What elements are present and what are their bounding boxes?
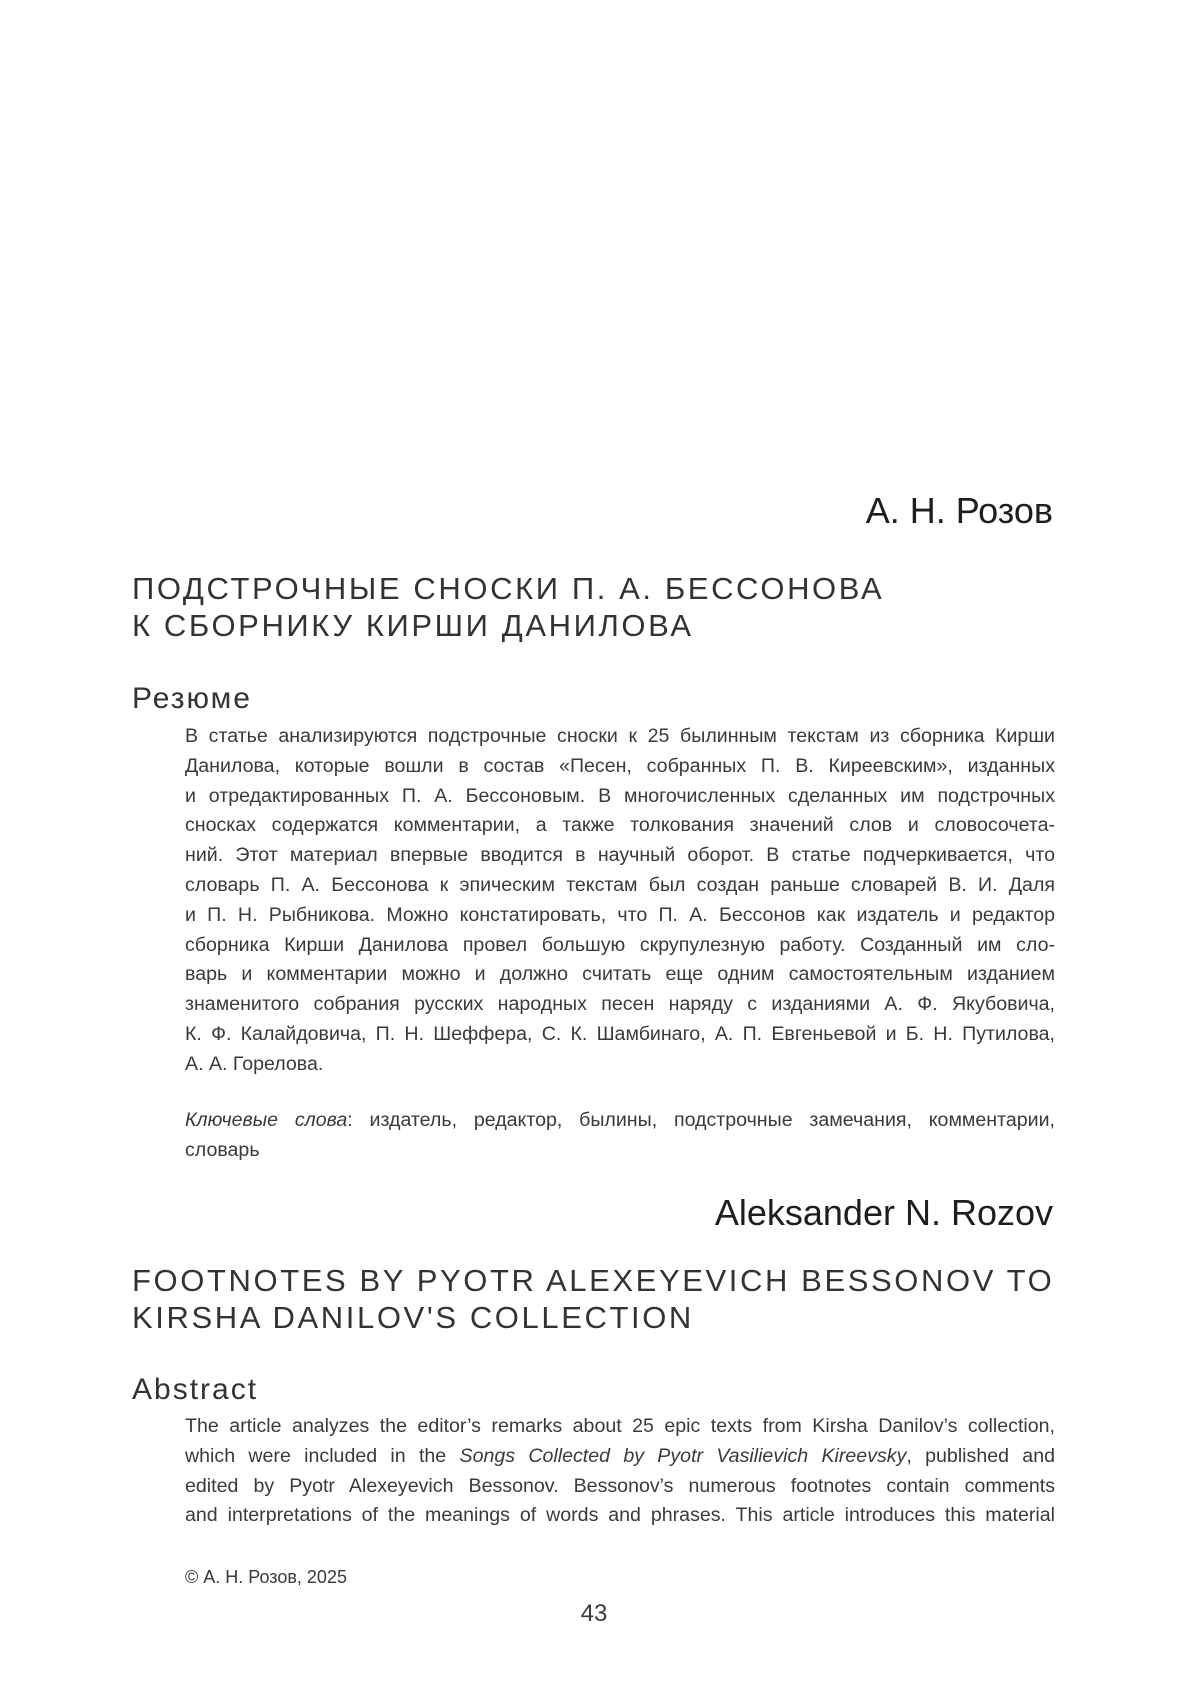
- title-line: FOOTNOTES BY PYOTR ALEXEYEVICH BESSONOV TO: [132, 1263, 1055, 1298]
- abstract-line: и П. Н. Рыбникова. Можно констатировать, что П. А. Бессонов как издатель и редактор: [185, 903, 1055, 926]
- abstract-text: , published and: [906, 1444, 1055, 1467]
- abstract-line: знаменитого собрания русских народных песен наряду с изданиями А. Ф. Якубовича,: [185, 993, 1055, 1016]
- abstract-heading-ru: Резюме: [132, 682, 252, 715]
- abstract-line: сборника Кирши Данилова провел большую скрупулезную работу. Созданный им сло-: [185, 933, 1055, 956]
- keywords-list: : издатель, редактор, былины, подстрочные замечания, комментарии,: [347, 1109, 1055, 1131]
- abstract-line: сносках содержатся комментарии, а также толкования значений слов и словосочета-: [185, 814, 1055, 837]
- abstract-line: The article analyzes the editor’s remarks about 25 epic texts from Kirsha Danilov’s collection,: [185, 1415, 1055, 1437]
- author-name-en: Aleksander N. Rozov: [714, 1192, 1053, 1233]
- abstract-line: ний. Этот материал впервые вводится в научный оборот. В статье подчеркивается, что: [185, 844, 1055, 867]
- title-line: К СБОРНИКУ КИРШИ ДАНИЛОВА: [132, 608, 694, 643]
- abstract-text: which were included in the: [185, 1444, 460, 1467]
- article-title-ru: [132, 570, 1072, 644]
- abstract-body-en: [185, 1412, 1055, 1531]
- keywords-ru: [185, 1106, 1055, 1166]
- abstract-heading-en: Abstract: [132, 1373, 259, 1406]
- keywords-list-cont: словарь: [185, 1138, 260, 1161]
- abstract-body-ru: [185, 722, 1055, 1080]
- abstract-line: варь и комментарии можно и должно считать еще одним самостоятельным изданием: [185, 963, 1055, 986]
- copyright-notice: © А. Н. Розов, 2025: [185, 1567, 347, 1587]
- page-number: 43: [580, 1600, 608, 1627]
- abstract-line: и отредактированных П. А. Бессоновым. В многочисленных сделанных им подстрочных: [185, 784, 1055, 807]
- book-title: Songs Collected by Pyotr Vasilievich Kireevsky: [459, 1444, 907, 1467]
- abstract-line: К. Ф. Калайдовича, П. Н. Шеффера, С. К. Шамбинаго, А. П. Евгеньевой и Б. Н. Путилова,: [185, 1022, 1055, 1045]
- title-line: KIRSHA DANILOV'S COLLECTION: [132, 1300, 694, 1335]
- abstract-line: А. А. Горелова.: [185, 1052, 324, 1075]
- keywords-label: Ключевые слова: [185, 1109, 348, 1131]
- abstract-line: В статье анализируются подстрочные сноски к 25 былинным текстам из сборника Кирши: [185, 725, 1055, 747]
- abstract-line: словарь П. А. Бессонова к эпическим текстам был создан раньше словарей В. И. Даля: [185, 873, 1055, 896]
- abstract-line: edited by Pyotr Alexeyevich Bessonov. Bessonov’s numerous footnotes contain comments: [185, 1474, 1055, 1497]
- abstract-line: and interpretations of the meanings of words and phrases. This article introduces this material: [185, 1504, 1055, 1527]
- article-title-en: [132, 1262, 1072, 1336]
- author-name-ru: А. Н. Розов: [865, 490, 1053, 531]
- abstract-line: [185, 1442, 1055, 1472]
- title-line: ПОДСТРОЧНЫЕ СНОСКИ П. А. БЕССОНОВА: [132, 571, 885, 606]
- abstract-line: Данилова, которые вошли в состав «Песен, собранных П. В. Киреевским», изданных: [185, 754, 1055, 777]
